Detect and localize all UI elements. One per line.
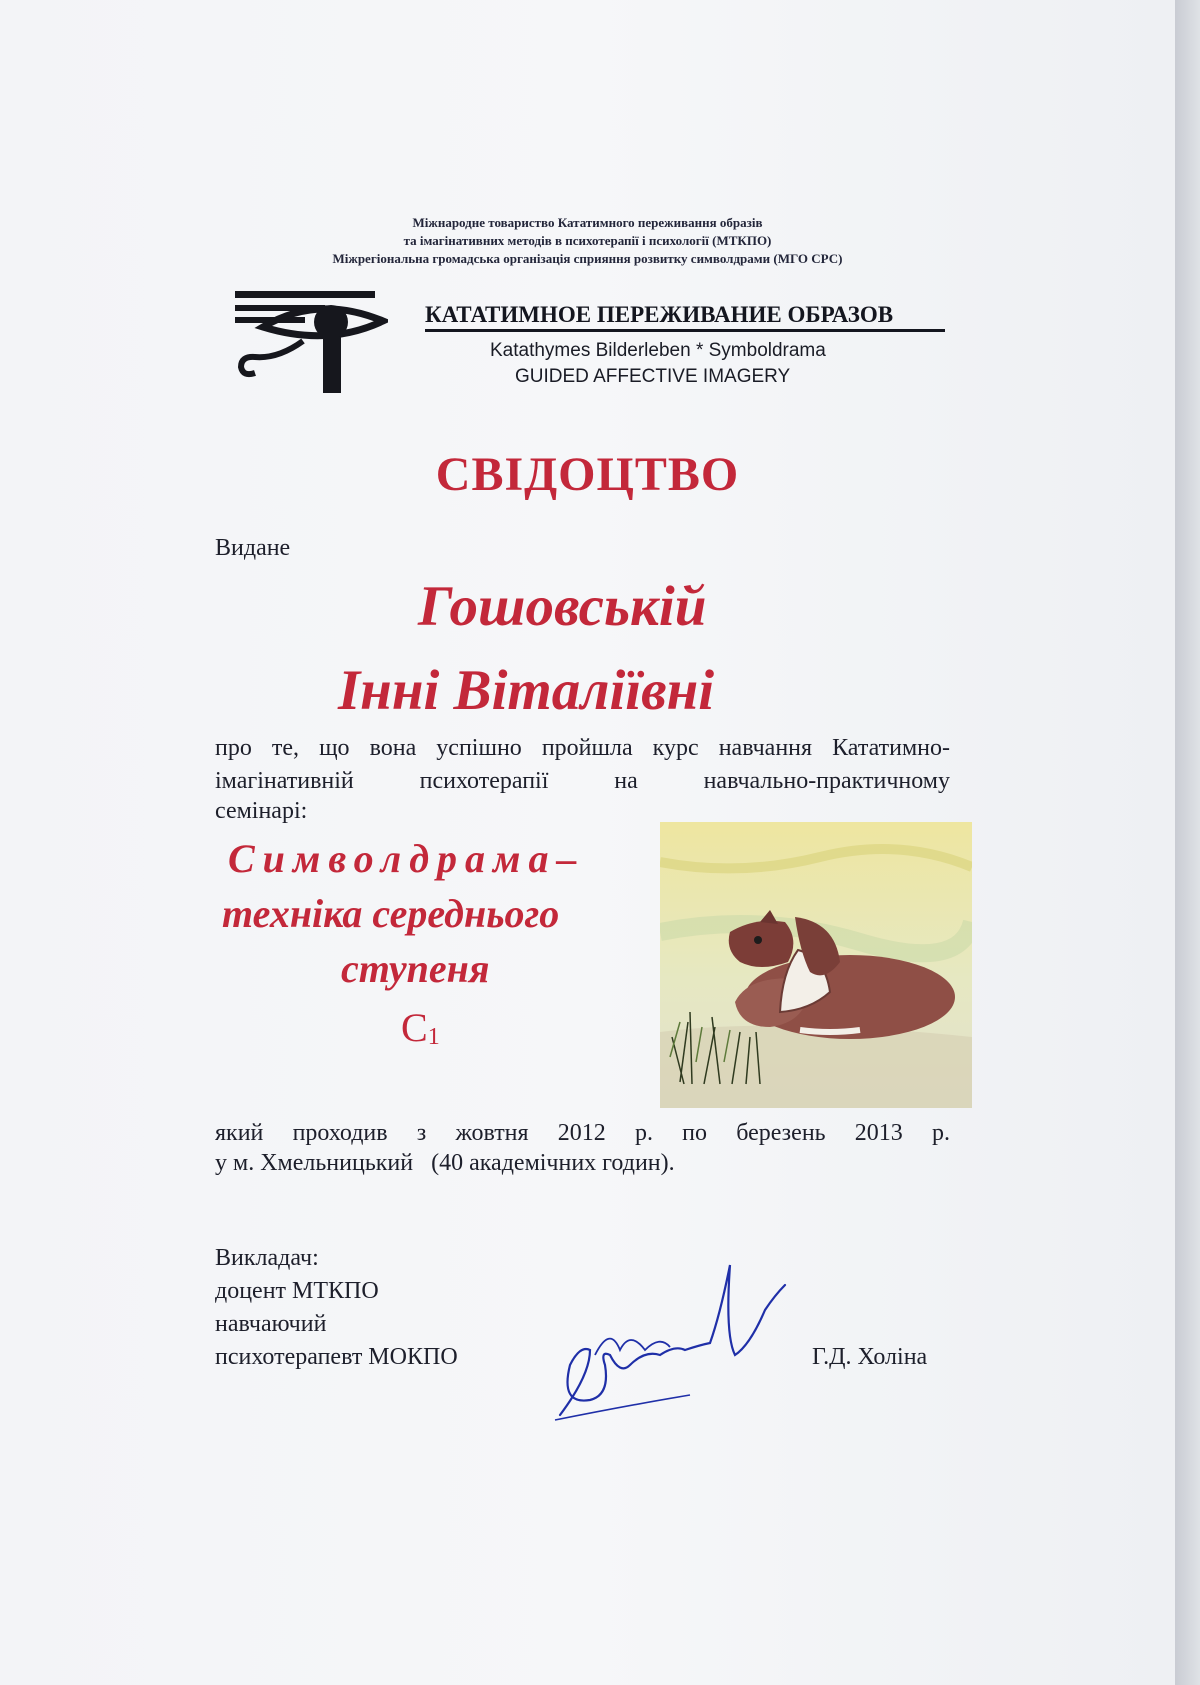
teacher-name: Г.Д. Холіна: [812, 1344, 928, 1370]
eye-of-horus-icon: [233, 289, 388, 394]
recipient-given-names: Інні Віталіївні: [338, 659, 715, 722]
course-title-line-1: Символдрама–: [228, 836, 585, 881]
teacher-position-3: психотерапевт МОКПО: [215, 1344, 458, 1370]
body-line-3: семінарі:: [215, 798, 308, 824]
scan-edge: [1175, 0, 1200, 1685]
period-line-1: який проходив з жовтня 2012 р. по березень 2013 р.: [215, 1120, 950, 1146]
certificate-title: СВІДОЦТВО: [435, 448, 740, 501]
body-line-2: імагінативній психотерапії на навчально-практичному: [215, 768, 950, 794]
org-line-2: та імагінативних методів в психотерапії і психології (МТКПО): [403, 233, 772, 248]
teacher-signature: [550, 1255, 800, 1425]
course-title-line-3: ступеня: [341, 946, 490, 991]
logo-underline: [425, 329, 945, 332]
course-title-line-2: техніка середнього: [222, 891, 560, 936]
level-index: 1: [427, 1024, 440, 1050]
course-level: [401, 1004, 440, 1051]
level-letter: С: [401, 1005, 428, 1050]
org-line-3: Міжрегіональна громадська організація сприяння розвитку символдрами (МГО СРС): [332, 251, 843, 266]
teacher-position-2: навчаючий: [215, 1311, 327, 1337]
logo-subtitle-2: GUIDED AFFECTIVE IMAGERY: [515, 366, 791, 387]
period-line-2: у м. Хмельницький (40 академічних годин).: [215, 1150, 675, 1176]
teacher-label: Викладач:: [215, 1245, 319, 1271]
teacher-position-1: доцент МТКПО: [215, 1278, 379, 1304]
logo-subtitle-1: Katathymes Bilderleben * Symboldrama: [490, 340, 826, 361]
recipient-surname: Гошовській: [418, 575, 707, 638]
logo-title: КАТАТИМНОЕ ПЕРЕЖИВАНИЕ ОБРАЗОВ: [425, 302, 894, 327]
calf-drawing: [660, 822, 972, 1108]
org-line-1: Міжнародне товариство Кататимного переживання образів: [412, 215, 763, 230]
issued-label: Видане: [215, 535, 291, 561]
body-line-1: про те, що вона успішно пройшла курс навчання Кататимно-: [215, 735, 950, 761]
